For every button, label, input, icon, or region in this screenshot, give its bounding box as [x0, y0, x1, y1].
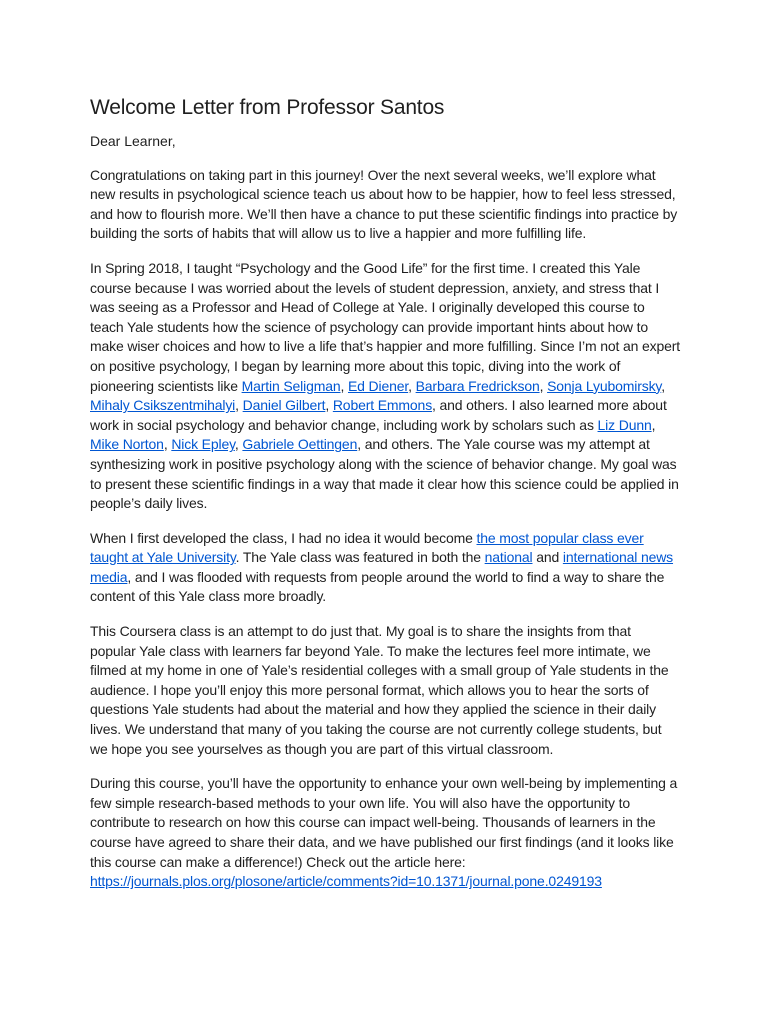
paragraph-text: . The Yale class was featured in both the: [235, 549, 485, 566]
paragraph-text: In Spring 2018, I taught “Psychology and the Good Life” for the first time. I created this Yale course because I was worried about the levels of student depression, anxiety, and stress that I was seeing as a Professor and Head of College at Yale. I originally developed this course to teach Yale students how the science of psychology can provide important hints about how to make wiser choices and how to live a life that’s happier and more fulfilling. Since I’m not an expert on positive psychology, I began by learning more about this topic, diving into the work of pioneering scientists like: [90, 259, 681, 394]
paragraph-text: , and others. The Yale course was my attempt at synthesizing work in positive psychology along with the science of behavior change. My goal was to present these scientific findings in a way that made it clear how this science could be applied in people’s daily lives.: [90, 436, 679, 512]
link-nick-epley[interactable]: Nick Epley: [171, 436, 235, 453]
paragraph-text: , and others. I also learned more about work in social psychology and behavior change, including work by scholars such as: [90, 397, 667, 433]
paragraph-text: ,: [325, 397, 333, 414]
link-national[interactable]: national: [484, 549, 533, 566]
link-barbara-fredrickson[interactable]: Barbara Fredrickson: [415, 377, 540, 394]
paragraph-text: When I first developed the class, I had no idea it would become: [90, 529, 477, 546]
link-international-news[interactable]: international news: [562, 549, 674, 566]
paragraph-text: ,: [340, 377, 348, 394]
link-mike-norton[interactable]: Mike Norton: [90, 436, 164, 453]
paragraph-text: ,: [408, 377, 416, 394]
link-robert-emmons[interactable]: Robert Emmons: [332, 397, 433, 414]
paragraph-1: [90, 166, 680, 244]
link-media[interactable]: media: [90, 568, 128, 585]
paragraph-text: ,: [163, 436, 172, 453]
page-title: Welcome Letter from Professor Santos: [90, 96, 445, 119]
link-sonja-lyubomirsky[interactable]: Sonja Lyubomirsky: [547, 377, 662, 394]
paragraph-2: [90, 259, 680, 514]
link-ed-diener[interactable]: Ed Diener: [347, 377, 409, 394]
paragraph-text: , and I was flooded with requests from people around the world to find a way to share the content of this Yale class more broadly.: [90, 568, 665, 605]
paragraph-text: and: [532, 549, 563, 566]
letter-body: [90, 166, 680, 892]
paragraph-5: [90, 774, 680, 892]
paragraph-text: ,: [235, 397, 243, 414]
paragraph-text: ,: [539, 377, 548, 394]
paragraph-text: ,: [234, 436, 243, 453]
link-liz-dunn[interactable]: Liz Dunn: [597, 416, 652, 433]
link-plos-article[interactable]: https://journals.plos.org/plosone/article/comments?id=10.1371/journal.pone.0249193: [90, 873, 602, 890]
link-most-popular-class[interactable]: the most popular class ever taught at Yale University: [90, 529, 644, 566]
link-mihaly-csikszentmihalyi[interactable]: Mihaly Csikszentmihalyi: [90, 397, 236, 414]
paragraph-4: [90, 622, 680, 759]
link-martin-seligman[interactable]: Martin Seligman: [241, 377, 341, 394]
greeting: Dear Learner,: [90, 133, 176, 149]
paragraph-text: ,: [651, 416, 656, 433]
paragraph-text: This Coursera class is an attempt to do just that. My goal is to share the insights from that popular Yale class with learners far beyond Yale. To make the lectures feel more intimate, we filmed at my home in one of Yale’s residential colleges with a small group of Yale students in the audience. I hope you’ll enjoy this more personal format, which allows you to hear the sorts of questions Yale students had about the material and how they applied the science in their daily lives. We understand that many of you taking the course are not currently college students, but we hope you see yourselves as though you are part of this virtual classroom.: [90, 623, 669, 757]
paragraph-text: During this course, you’ll have the opportunity to enhance your own well-being by implementing a few simple research-based methods to your own life. You will also have the opportunity to contribute to research on how this course can impact well-being. Thousands of learners in the course have agreed to share their data, and we have published our first findings (and it looks like this course can make a difference!) Check out the article here:: [90, 775, 678, 870]
link-gabriele-oettingen[interactable]: Gabriele Oettingen: [242, 436, 358, 453]
paragraph-3: [90, 529, 680, 607]
paragraph-text: Congratulations on taking part in this journey! Over the next several weeks, we’ll explore what new results in psychological science teach us about how to be happier, how to feel less stressed, and how to flourish more. We’ll then have a chance to put these scientific findings into practice by building the sorts of habits that will allow us to live a happier and more fulfilling life.: [90, 166, 678, 242]
link-daniel-gilbert[interactable]: Daniel Gilbert: [242, 397, 326, 414]
paragraph-text: ,: [661, 377, 665, 394]
